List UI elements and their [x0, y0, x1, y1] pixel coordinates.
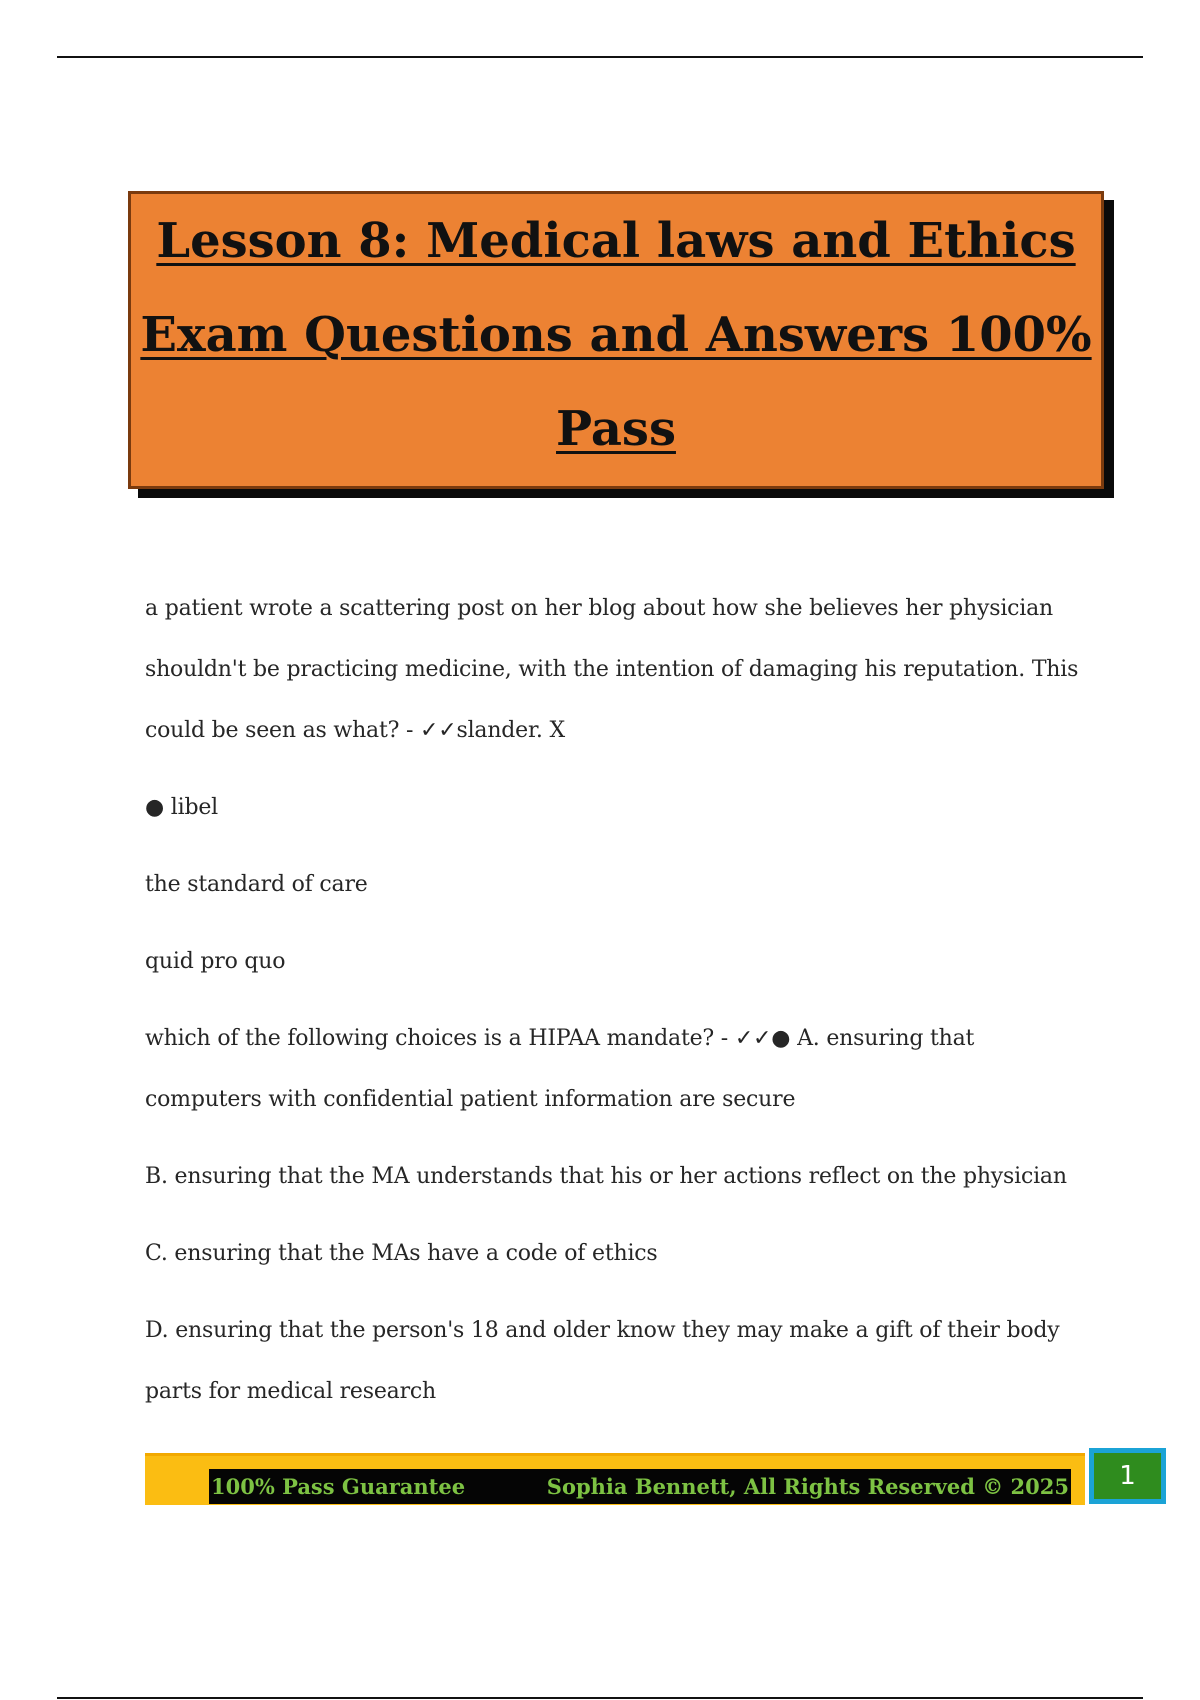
answer-option: the standard of care	[145, 872, 368, 897]
answer-option: ● libel	[145, 795, 219, 820]
title-line-1: Lesson 8: Medical laws and Ethics	[156, 213, 1076, 269]
page-number: 1	[1089, 1448, 1166, 1504]
footer-left-text: 100% Pass Guarantee	[211, 1474, 466, 1499]
top-rule	[57, 56, 1143, 58]
answer-option: D. ensuring that the person's 18 and older know they may make a gift of their body parts for medical research	[145, 1318, 1060, 1404]
answer-option: C. ensuring that the MAs have a code of ethics	[145, 1241, 658, 1266]
title-line-2: Exam Questions and Answers 100%	[140, 307, 1092, 363]
document-title	[140, 194, 1091, 476]
footer-bar	[209, 1469, 1071, 1504]
answer-option: B. ensuring that the MA understands that his or her actions reflect on the physician	[145, 1164, 1067, 1189]
title-box	[128, 191, 1104, 489]
answer-option: quid pro quo	[145, 949, 286, 974]
document-body	[145, 578, 1095, 1422]
question-1-text: a patient wrote a scattering post on her blog about how she believes her physician shouldn't be practicing medicine, with the intention of damaging his reputation. This could be seen as what? - ✓✓slander. X	[145, 596, 1079, 743]
bottom-rule	[57, 1697, 1143, 1699]
title-line-3: Pass	[556, 401, 676, 457]
question-2-text: which of the following choices is a HIPAA mandate? - ✓✓● A. ensuring that computers with confidential patient information are secure	[145, 1026, 975, 1112]
footer-right-text: Sophia Bennett, All Rights Reserved © 2025	[546, 1474, 1069, 1499]
